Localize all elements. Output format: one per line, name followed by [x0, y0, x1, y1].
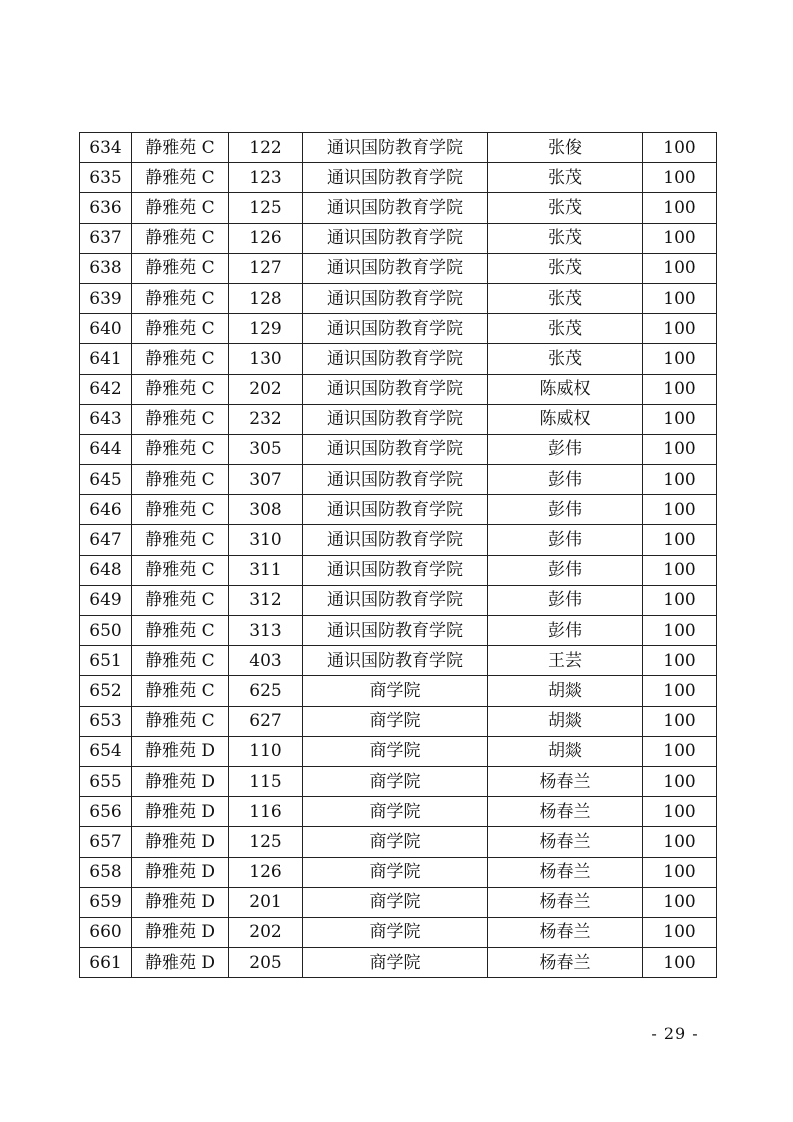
college-cell: 通识国防教育学院	[303, 314, 488, 344]
row-index-cell: 652	[80, 676, 132, 706]
college-cell: 通识国防教育学院	[303, 163, 488, 193]
row-index-cell: 638	[80, 253, 132, 283]
building-cell: 静雅苑 C	[132, 434, 229, 464]
row-index-cell: 636	[80, 193, 132, 223]
room-cell: 110	[229, 736, 303, 766]
score-cell: 100	[643, 404, 717, 434]
score-cell: 100	[643, 706, 717, 736]
manager-cell: 张茂	[488, 314, 643, 344]
building-cell: 静雅苑 C	[132, 676, 229, 706]
score-cell: 100	[643, 766, 717, 796]
row-index-cell: 651	[80, 646, 132, 676]
score-cell: 100	[643, 314, 717, 344]
room-cell: 232	[229, 404, 303, 434]
college-cell: 通识国防教育学院	[303, 616, 488, 646]
table-row	[80, 555, 717, 585]
score-cell: 100	[643, 283, 717, 313]
building-cell: 静雅苑 D	[132, 948, 229, 978]
room-cell: 125	[229, 827, 303, 857]
college-cell: 通识国防教育学院	[303, 646, 488, 676]
room-cell: 126	[229, 223, 303, 253]
row-index-cell: 641	[80, 344, 132, 374]
room-cell: 627	[229, 706, 303, 736]
manager-cell: 杨春兰	[488, 827, 643, 857]
table-row	[80, 616, 717, 646]
table-body	[80, 133, 717, 978]
score-cell: 100	[643, 736, 717, 766]
college-cell: 商学院	[303, 887, 488, 917]
building-cell: 静雅苑 C	[132, 646, 229, 676]
room-cell: 125	[229, 193, 303, 223]
room-cell: 312	[229, 585, 303, 615]
manager-cell: 彭伟	[488, 434, 643, 464]
building-cell: 静雅苑 D	[132, 736, 229, 766]
row-index-cell: 644	[80, 434, 132, 464]
manager-cell: 杨春兰	[488, 857, 643, 887]
table-row	[80, 434, 717, 464]
manager-cell: 彭伟	[488, 585, 643, 615]
row-index-cell: 637	[80, 223, 132, 253]
building-cell: 静雅苑 C	[132, 585, 229, 615]
building-cell: 静雅苑 C	[132, 253, 229, 283]
college-cell: 商学院	[303, 676, 488, 706]
manager-cell: 彭伟	[488, 495, 643, 525]
building-cell: 静雅苑 C	[132, 404, 229, 434]
room-cell: 129	[229, 314, 303, 344]
row-index-cell: 659	[80, 887, 132, 917]
dormitory-score-table	[79, 132, 716, 978]
table-row	[80, 133, 717, 163]
building-cell: 静雅苑 C	[132, 283, 229, 313]
college-cell: 通识国防教育学院	[303, 555, 488, 585]
college-cell: 通识国防教育学院	[303, 495, 488, 525]
table-row	[80, 495, 717, 525]
building-cell: 静雅苑 D	[132, 917, 229, 947]
table-row	[80, 344, 717, 374]
row-index-cell: 656	[80, 797, 132, 827]
manager-cell: 陈威权	[488, 374, 643, 404]
college-cell: 商学院	[303, 917, 488, 947]
room-cell: 123	[229, 163, 303, 193]
college-cell: 通识国防教育学院	[303, 283, 488, 313]
building-cell: 静雅苑 C	[132, 555, 229, 585]
college-cell: 通识国防教育学院	[303, 404, 488, 434]
room-cell: 625	[229, 676, 303, 706]
table-row	[80, 646, 717, 676]
score-cell: 100	[643, 374, 717, 404]
page-number: - 29 -	[651, 1024, 699, 1043]
table-row	[80, 283, 717, 313]
building-cell: 静雅苑 C	[132, 344, 229, 374]
table-row	[80, 193, 717, 223]
manager-cell: 张茂	[488, 193, 643, 223]
table-row	[80, 797, 717, 827]
score-cell: 100	[643, 163, 717, 193]
college-cell: 通识国防教育学院	[303, 434, 488, 464]
room-cell: 122	[229, 133, 303, 163]
table-row	[80, 887, 717, 917]
row-index-cell: 658	[80, 857, 132, 887]
row-index-cell: 647	[80, 525, 132, 555]
row-index-cell: 650	[80, 616, 132, 646]
score-cell: 100	[643, 797, 717, 827]
score-cell: 100	[643, 465, 717, 495]
room-cell: 305	[229, 434, 303, 464]
row-index-cell: 660	[80, 917, 132, 947]
row-index-cell: 653	[80, 706, 132, 736]
room-cell: 205	[229, 948, 303, 978]
college-cell: 商学院	[303, 827, 488, 857]
table-row	[80, 766, 717, 796]
manager-cell: 彭伟	[488, 465, 643, 495]
manager-cell: 胡燚	[488, 706, 643, 736]
table-row	[80, 314, 717, 344]
building-cell: 静雅苑 D	[132, 827, 229, 857]
room-cell: 128	[229, 283, 303, 313]
room-cell: 130	[229, 344, 303, 374]
manager-cell: 杨春兰	[488, 917, 643, 947]
score-cell: 100	[643, 434, 717, 464]
room-cell: 126	[229, 857, 303, 887]
table-row	[80, 223, 717, 253]
row-index-cell: 639	[80, 283, 132, 313]
building-cell: 静雅苑 D	[132, 797, 229, 827]
room-cell: 202	[229, 917, 303, 947]
row-index-cell: 645	[80, 465, 132, 495]
room-cell: 116	[229, 797, 303, 827]
data-table	[79, 132, 717, 978]
table-row	[80, 827, 717, 857]
building-cell: 静雅苑 C	[132, 495, 229, 525]
row-index-cell: 661	[80, 948, 132, 978]
room-cell: 313	[229, 616, 303, 646]
college-cell: 商学院	[303, 857, 488, 887]
manager-cell: 张茂	[488, 253, 643, 283]
building-cell: 静雅苑 C	[132, 706, 229, 736]
table-row	[80, 404, 717, 434]
score-cell: 100	[643, 857, 717, 887]
row-index-cell: 640	[80, 314, 132, 344]
score-cell: 100	[643, 616, 717, 646]
score-cell: 100	[643, 917, 717, 947]
building-cell: 静雅苑 D	[132, 887, 229, 917]
score-cell: 100	[643, 223, 717, 253]
manager-cell: 胡燚	[488, 736, 643, 766]
score-cell: 100	[643, 555, 717, 585]
manager-cell: 彭伟	[488, 555, 643, 585]
manager-cell: 陈威权	[488, 404, 643, 434]
score-cell: 100	[643, 585, 717, 615]
building-cell: 静雅苑 D	[132, 766, 229, 796]
room-cell: 311	[229, 555, 303, 585]
building-cell: 静雅苑 C	[132, 163, 229, 193]
score-cell: 100	[643, 646, 717, 676]
score-cell: 100	[643, 676, 717, 706]
score-cell: 100	[643, 525, 717, 555]
room-cell: 308	[229, 495, 303, 525]
building-cell: 静雅苑 C	[132, 374, 229, 404]
manager-cell: 杨春兰	[488, 766, 643, 796]
table-row	[80, 948, 717, 978]
score-cell: 100	[643, 887, 717, 917]
manager-cell: 杨春兰	[488, 948, 643, 978]
table-row	[80, 736, 717, 766]
college-cell: 商学院	[303, 797, 488, 827]
building-cell: 静雅苑 C	[132, 314, 229, 344]
room-cell: 310	[229, 525, 303, 555]
manager-cell: 彭伟	[488, 525, 643, 555]
room-cell: 201	[229, 887, 303, 917]
college-cell: 通识国防教育学院	[303, 223, 488, 253]
college-cell: 商学院	[303, 736, 488, 766]
manager-cell: 王芸	[488, 646, 643, 676]
score-cell: 100	[643, 253, 717, 283]
row-index-cell: 648	[80, 555, 132, 585]
college-cell: 商学院	[303, 706, 488, 736]
building-cell: 静雅苑 C	[132, 616, 229, 646]
table-row	[80, 525, 717, 555]
building-cell: 静雅苑 C	[132, 133, 229, 163]
table-row	[80, 857, 717, 887]
table-row	[80, 676, 717, 706]
manager-cell: 张茂	[488, 283, 643, 313]
score-cell: 100	[643, 133, 717, 163]
room-cell: 403	[229, 646, 303, 676]
building-cell: 静雅苑 C	[132, 465, 229, 495]
room-cell: 115	[229, 766, 303, 796]
row-index-cell: 634	[80, 133, 132, 163]
row-index-cell: 654	[80, 736, 132, 766]
row-index-cell: 643	[80, 404, 132, 434]
row-index-cell: 649	[80, 585, 132, 615]
table-row	[80, 706, 717, 736]
manager-cell: 张茂	[488, 163, 643, 193]
room-cell: 202	[229, 374, 303, 404]
manager-cell: 张俊	[488, 133, 643, 163]
manager-cell: 张茂	[488, 223, 643, 253]
score-cell: 100	[643, 344, 717, 374]
row-index-cell: 657	[80, 827, 132, 857]
table-row	[80, 465, 717, 495]
table-row	[80, 374, 717, 404]
score-cell: 100	[643, 827, 717, 857]
row-index-cell: 655	[80, 766, 132, 796]
score-cell: 100	[643, 193, 717, 223]
college-cell: 通识国防教育学院	[303, 344, 488, 374]
room-cell: 127	[229, 253, 303, 283]
college-cell: 通识国防教育学院	[303, 253, 488, 283]
manager-cell: 杨春兰	[488, 797, 643, 827]
building-cell: 静雅苑 C	[132, 525, 229, 555]
college-cell: 通识国防教育学院	[303, 465, 488, 495]
college-cell: 通识国防教育学院	[303, 193, 488, 223]
building-cell: 静雅苑 C	[132, 193, 229, 223]
row-index-cell: 642	[80, 374, 132, 404]
row-index-cell: 646	[80, 495, 132, 525]
manager-cell: 彭伟	[488, 616, 643, 646]
manager-cell: 杨春兰	[488, 887, 643, 917]
table-row	[80, 253, 717, 283]
college-cell: 通识国防教育学院	[303, 133, 488, 163]
row-index-cell: 635	[80, 163, 132, 193]
table-row	[80, 917, 717, 947]
manager-cell: 胡燚	[488, 676, 643, 706]
table-row	[80, 585, 717, 615]
score-cell: 100	[643, 948, 717, 978]
college-cell: 通识国防教育学院	[303, 374, 488, 404]
college-cell: 商学院	[303, 948, 488, 978]
college-cell: 商学院	[303, 766, 488, 796]
manager-cell: 张茂	[488, 344, 643, 374]
college-cell: 通识国防教育学院	[303, 525, 488, 555]
score-cell: 100	[643, 495, 717, 525]
college-cell: 通识国防教育学院	[303, 585, 488, 615]
table-row	[80, 163, 717, 193]
room-cell: 307	[229, 465, 303, 495]
building-cell: 静雅苑 C	[132, 223, 229, 253]
building-cell: 静雅苑 D	[132, 857, 229, 887]
